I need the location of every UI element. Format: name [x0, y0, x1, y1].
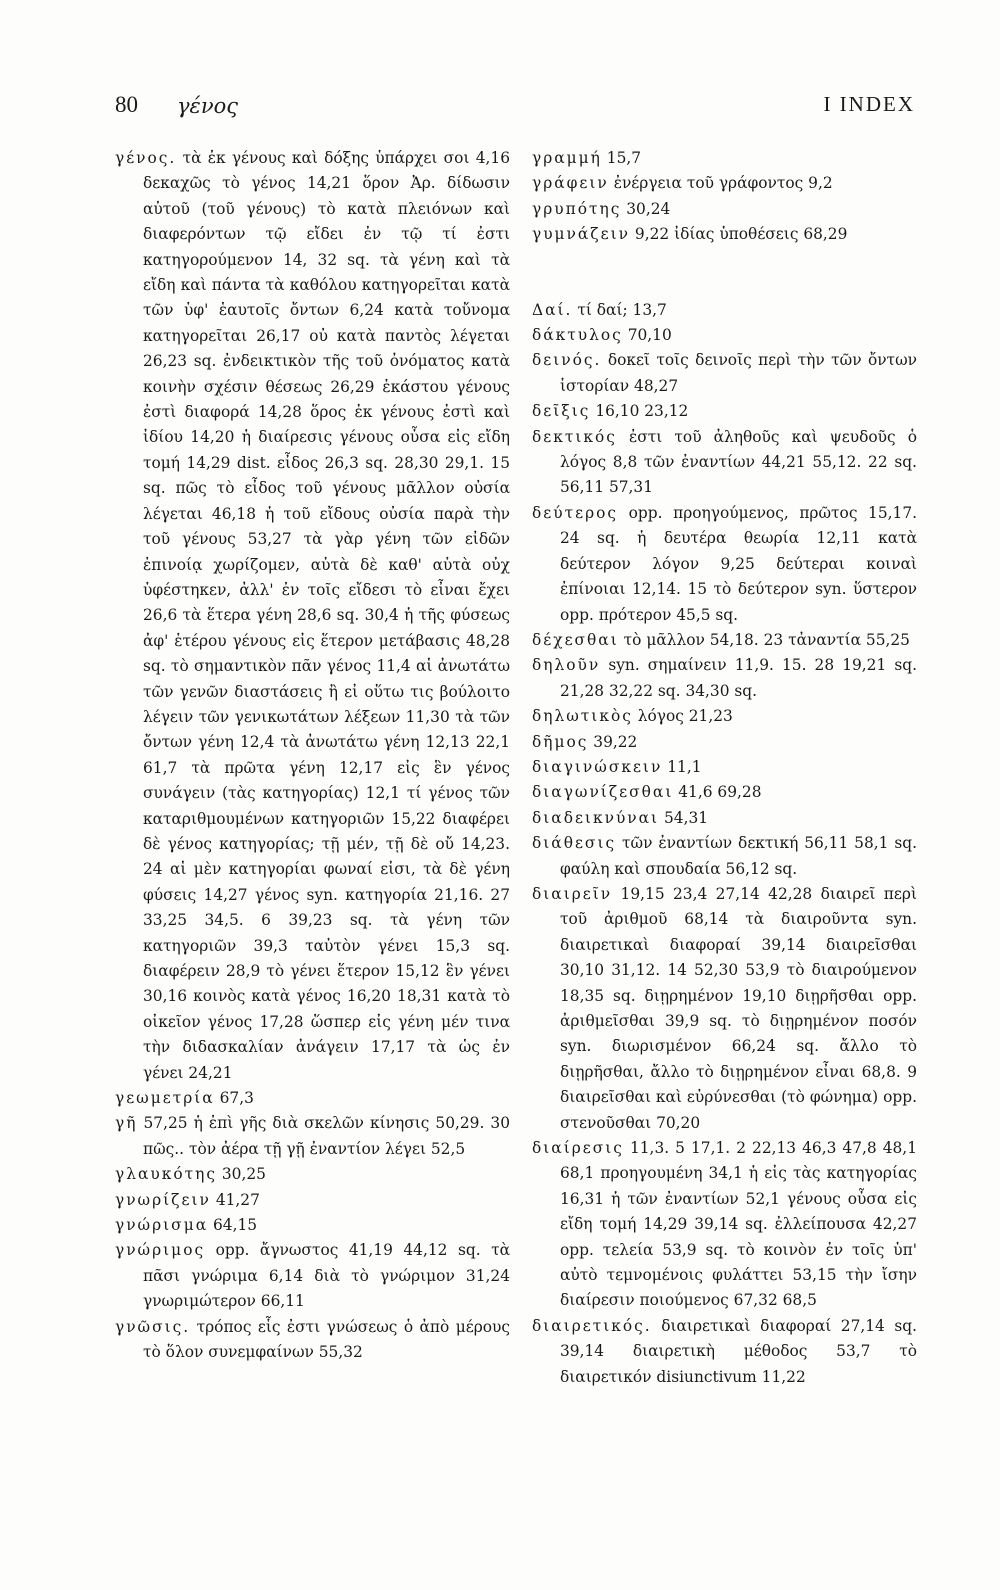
entry-headword: διαίρεσις [532, 1139, 624, 1158]
index-entry [532, 882, 917, 1136]
entry-text: 30,24 [626, 199, 671, 218]
entry-text: ἐστι τοῦ ἀληθοῦς καὶ ψευδοῦς ὁ λόγος 8,8 τῶν ἐναντίων 44,21 55,12. 22 sq. 56,11 57,31 [560, 427, 917, 497]
index-entry [115, 1213, 510, 1238]
index-entry [532, 399, 917, 424]
index-entry [532, 653, 917, 704]
left-column [115, 146, 510, 1366]
entry-text: λόγος 21,23 [637, 707, 733, 726]
entry-text: 9,22 ἰδίας ὑποθέσεις 68,29 [634, 225, 848, 244]
right-column [532, 146, 917, 1390]
entry-text: διαιρετικαὶ διαφοραί 27,14 sq. 39,14 διαιρετικὴ μέθοδος 53,7 τὸ διαιρετικόν disiunctivum 11,22 [560, 1316, 917, 1386]
entry-text: τῶν ἐναντίων δεκτική 56,11 58,1 sq. φαύλη καὶ σπουδαία 56,12 sq. [560, 834, 917, 878]
entry-text: opp. ἄγνωστος 41,19 44,12 sq. τὰ πᾶσι γνώριμα 6,14 διὰ τὸ γνώριμον 31,24 γνωριμώτερον 66,11 [143, 1241, 510, 1311]
index-entry [532, 501, 917, 628]
entry-text: opp. προηγούμενος, πρῶτος 15,17. 24 sq. ἡ δευτέρα θεωρία 12,11 κατὰ δεύτερον λόγον 9,25 δεύτεραι κοιναὶ ἐπίνοιαι 12,14. 15 τὸ δεύτερον syn. ὕστερον opp. πρότερον 45,5 sq. [560, 503, 917, 624]
entry-headword: διαγωνίζεσθαι [532, 783, 674, 802]
index-entry [532, 780, 917, 805]
entry-headword: διαιρεῖν [532, 884, 613, 903]
entry-text: 30,25 [221, 1165, 266, 1184]
entry-headword: γράφειν [532, 174, 609, 193]
entry-text: δοκεῖ τοῖς δεινοῖς περὶ τὴν τῶν ὄντων ἱστορίαν 48,27 [560, 351, 917, 395]
entry-text: τὸ μᾶλλον 54,18. 23 τἀναντία 55,25 [623, 630, 910, 649]
entry-headword: γυμνάζειν [532, 225, 631, 244]
index-entry [532, 425, 917, 501]
entry-headword: διαιρετικός. [532, 1316, 652, 1335]
entry-headword: δεύτερος [532, 503, 619, 522]
section-title: I INDEX [823, 92, 915, 116]
entry-headword: δεῖξις [532, 402, 591, 421]
index-entry [115, 1162, 510, 1187]
index-entry [532, 298, 917, 323]
entry-headword: δέχεσθαι [532, 630, 619, 649]
index-entry [532, 1136, 917, 1314]
entry-headword: γεωμετρία [115, 1089, 215, 1108]
entry-headword: γραμμή [532, 149, 602, 167]
entry-headword: γνῶσις. [115, 1317, 191, 1336]
entry-headword: δηλοῦν [532, 656, 601, 675]
entry-text: 57,25 ἡ ἐπὶ γῆς διὰ σκελῶν κίνησις 50,29. 30 πῶς.. τὸν ἀέρα τῇ γῇ ἐναντίον λέγει 52,5 [143, 1114, 510, 1158]
entry-text: 54,31 [664, 808, 709, 827]
entry-headword: δάκτυλος [532, 326, 623, 345]
index-entry [115, 1188, 510, 1213]
entry-text: τὰ ἐκ γένους καὶ δόξης ὑπάρχει σοι 4,16 δεκαχῶς τὸ γένος 14,21 ὅρον Ἀρ. δίδωσιν αὐτοῦ (τοῦ γένους) τὸ κατὰ πλειόνων καὶ διαφερόντων τῷ εἴδει ἐν τῷ τί ἐστι κατηγορούμενον 14, 32 sq. τὰ γένη καὶ τὰ εἴδη καὶ πάντα τὰ καθόλου κατηγορεῖται κατὰ τῶν ὑφ' ἑαυτοῖς ὄντων 6,24 κατὰ τοὔνομα κατηγορεῖται 26,17 οὐ κατὰ παντὸς λέγεται 26,23 sq. ἐνδεικτικὸν τῆς τοῦ ὀνόματος κατὰ κοινὴν σχέσιν θέσεως 26,29 ἑκάστου γένους ἐστὶ διαφορά 14,28 ὅρος ἐκ γένους ἐστὶ καὶ ἰδίου 14,20 ἡ διαίρεσις γένους οὖσα εἰς εἴδη τομή 14,29 dist. εἶδος 26,3 sq. 28,30 29,1. 15 sq. πῶς τὸ εἶδος τοῦ γένους μᾶλλον οὐσία λέγεται 46,18 ἡ τοῦ εἴδους οὐσία παρὰ τὴν τοῦ γένους 53,27 τὰ γὰρ γένη τῶν εἰδῶν ἐπινοίᾳ χωρίζομεν, αὐτὰ δὲ καθ' αὑτὰ οὐχ ὑφέστηκεν, ἀλλ' ἐν τοῖς εἴδεσι τὸ εἶναι ἔχει 26,6 τὰ ἕτερα γένη 28,6 sq. 30,4 ἡ τῆς φύσεως ἀφ' ἑτέρου γένους εἰς ἕτερον μετάβασις 48,28 sq. τὸ σημαντικὸν πᾶν γένος 11,4 αἱ ἀνωτάτω τῶν γενῶν διαστάσεις ἢ εἰ οὕτω τις βούλοιτο λέγειν τῶν γενικωτάτων λέξεων 11,30 τὰ τῶν ὄντων γένη 12,4 τὰ ἀνωτάτω γένη 12,13 22,1 61,7 τὰ πρῶτα γένη 12,17 εἰς ἓν γένος συνάγειν (τὰς κατηγορίας) 12,1 τί γένος τῶν καταριθμουμένων κατηγοριῶν 15,22 διαφέρει δὲ γένος κατηγορίας; τῇ μέν, τῇ δὲ οὔ 14,23. 24 αἱ μὲν κατηγορίαι φωναί εἰσι, τὰ δὲ γένη φύσεις 14,27 γένος syn. κατηγορία 21,16. 27 33,25 34,5. 6 39,23 sq. τὰ γένη τῶν κατηγοριῶν 39,3 ταὐτὸν γένει 15,3 sq. διαφέρειν 28,9 τὸ γένει ἕτερον 15,12 ἓν γένει 30,16 κοινὸς κατὰ γένος 16,20 18,31 κατὰ τὸ οἰκεῖον γένος 17,28 ὥσπερ εἰς γένη μέν τινα τὴν διδασκαλίαν ἀνάγειν 17,17 τὰ ὡς ἐν γένει 24,21 [143, 149, 510, 1082]
entry-headword: γλαυκότης [115, 1165, 217, 1184]
entry-text: 15,7 [606, 149, 642, 167]
entry-headword: δηλωτικὸς [532, 707, 633, 726]
running-word: γένος [177, 94, 238, 118]
index-entry [532, 831, 917, 882]
entry-text: τί δαί; 13,7 [577, 300, 667, 319]
entry-text: 70,10 [627, 326, 672, 345]
entry-text: syn. σημαίνειν 11,9. 15. 28 19,21 sq. 21,28 32,22 sq. 34,30 sq. [560, 656, 917, 700]
entry-headword: δεινός. [532, 351, 602, 370]
entry-text: 64,15 [213, 1216, 258, 1235]
index-entry [532, 1314, 917, 1390]
entry-headword: γνωρίζειν [115, 1190, 211, 1209]
entry-headword: δῆμος [532, 732, 589, 751]
entry-headword: δεκτικός [532, 427, 617, 446]
page-number: 80 [115, 92, 138, 117]
entry-headword: διαδεικνύναι [532, 808, 660, 827]
index-entry [115, 1238, 510, 1314]
index-entry [532, 222, 917, 247]
index-entry [115, 1315, 510, 1366]
index-entry [532, 628, 917, 653]
index-entry [115, 146, 510, 1086]
index-entry [532, 348, 917, 399]
index-entry [532, 146, 917, 171]
entry-headword: διαγινώσκειν [532, 757, 663, 776]
index-entry [532, 704, 917, 729]
entry-headword: γνώρισμα [115, 1216, 209, 1235]
entry-headword: γένος. [115, 149, 177, 167]
entry-headword: γρυπότης [532, 199, 622, 218]
entry-text: 11,1 [667, 757, 702, 776]
index-entry [532, 806, 917, 831]
entry-headword: διάθεσις [532, 834, 617, 853]
entry-text: 16,10 23,12 [595, 402, 689, 421]
index-entry [532, 755, 917, 780]
index-entry [532, 730, 917, 755]
entry-headword: γνώριμος [115, 1241, 206, 1260]
entry-headword: Δαί. [532, 300, 573, 319]
entry-text: τρόπος εἷς ἐστι γνώσεως ὁ ἀπὸ μέρους τὸ ὅλον συνεμφαίνων 55,32 [143, 1317, 510, 1362]
index-entry [532, 323, 917, 348]
entry-headword: γῆ [115, 1114, 138, 1133]
entry-text: 11,3. 5 17,1. 2 22,13 46,3 47,8 48,1 68,1 προηγουμένη 34,1 ἡ εἰς τὰς κατηγορίας 16,31 ἡ τῶν ἐναντίων 52,1 γένους οὖσα εἰς εἴδη τομή 14,29 39,14 sq. ἐλλείπουσα 42,27 opp. τελεία 53,9 sq. τὸ κοινὸν ἐν τοῖς ὑπ' αὐτὸ τεμνομένοις φυλάττει 53,15 τὴν ἴσην διαίρεσιν ποιούμενος 67,32 68,5 [560, 1139, 917, 1310]
entry-text: ἐνέργεια τοῦ γράφοντος 9,2 [613, 174, 833, 193]
entry-text: 67,3 [219, 1089, 254, 1108]
index-entry [115, 1111, 510, 1162]
entry-text: 41,6 69,28 [678, 783, 762, 802]
entry-text: 41,27 [215, 1190, 260, 1209]
index-entry [115, 1086, 510, 1111]
entry-text: 39,22 [593, 732, 638, 751]
index-entry [532, 197, 917, 222]
running-head [115, 92, 915, 122]
index-entry [532, 171, 917, 196]
entry-text: 19,15 23,4 27,14 42,28 διαιρεῖ περὶ τοῦ ἀριθμοῦ 68,14 τὰ διαιροῦντα syn. διαιρετικαὶ διαφοραί 39,14 διαιρεῖσθαι 30,10 31,12. 14 52,30 53,9 τὸ διαιρούμενον 18,35 sq. διῃρημένον 19,10 διῃρῆσθαι opp. ἀριθμεῖσθαι 39,9 sq. τὸ διῃρημένον ποσόν syn. διωρισμένον 66,24 sq. ἄλλο τὸ διῃρῆσθαι, ἄλλο τὸ διῃρημένον εἶναι 68,8. 9 διαιρεῖσθαι καὶ εὐρύνεσθαι (τὸ φώνημα) opp. στενοῦσθαι 70,20 [560, 884, 917, 1132]
